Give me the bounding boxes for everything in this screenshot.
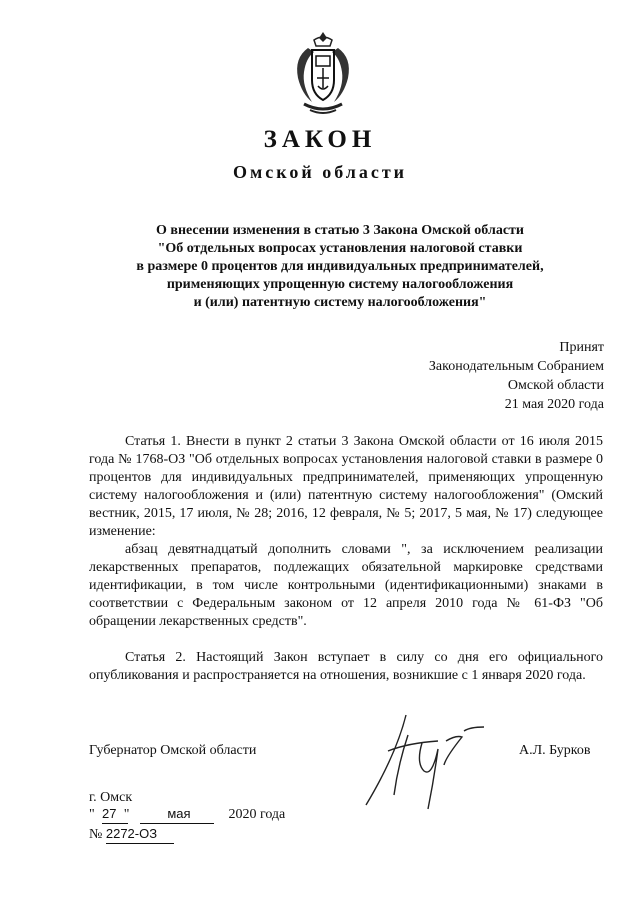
number-underline [106,843,174,844]
governor-name: А.Л. Бурков [519,743,591,758]
heading-line: применяющих упрощенную систему налогообложения [166,277,514,292]
heading-line: О внесении изменения в статью 3 Закона Омской области [156,223,524,238]
adoption-block [429,338,604,414]
date-quote-close: " [123,807,130,822]
date-year: 2020 года [228,807,286,822]
date-quote-open: " [89,807,95,822]
adopted-region: Омской области [507,378,604,393]
date-day: 27 [101,806,117,821]
number-sign: № [89,827,103,842]
adopted-body: Законодательным Собранием [428,359,604,374]
article-1: Статья 1. Внести в пункт 2 статьи 3 Закона Омской области от 16 июля 2015 года № 1768-ОЗ "Об отдельных вопросах установления налоговой ставки в размере 0 процентов для индивидуальных предпринимателей, применяющих упрощенную систему налогообложения и (или) патентную систему налогообложения" (Омский вестник, 2015, 17 июля, № 28; 2016, 12 февраля, № 5; 2017, 5 мая, № 17) следующее изменение: [89,434,603,539]
omsk-coat-of-arms-icon [290,28,356,118]
date-month: мая [167,806,191,821]
law-heading [80,222,600,312]
document-title: ЗАКОН [263,126,377,153]
law-number [89,826,157,843]
adopted-date: 21 мая 2020 года [504,397,604,412]
city: г. Омск [89,790,133,805]
day-underline [102,823,128,824]
governor-title: Губернатор Омской области [89,743,257,758]
handwritten-signature [336,705,506,815]
number-value: 2272-ОЗ [105,826,158,841]
article-1-change: абзац девятнадцатый дополнить словами ", за исключением реализации лекарственных препаратов, подлежащих обязательной маркировке средствами идентификации, в том числе контрольными (идентификационными) знаками в соответствии с Федеральным законом от 12 апреля 2010 года № 61-ФЗ "Об обращении лекарственных средств". [89,542,603,629]
law-body [89,433,603,685]
document-subtitle: Омской области [232,162,408,182]
adopted-label: Принят [559,340,604,355]
heading-line: "Об отдельных вопросах установления налоговой ставки [157,241,523,256]
heading-line: в размере 0 процентов для индивидуальных предпринимателей, [136,259,544,274]
month-underline [140,823,214,824]
article-2: Статья 2. Настоящий Закон вступает в силу со дня его официального опубликования и распространяется на отношения, возникшие с 1 января 2020 года. [89,650,603,683]
heading-line: и (или) патентную систему налогообложения" [193,295,487,310]
signing-date [89,806,285,823]
